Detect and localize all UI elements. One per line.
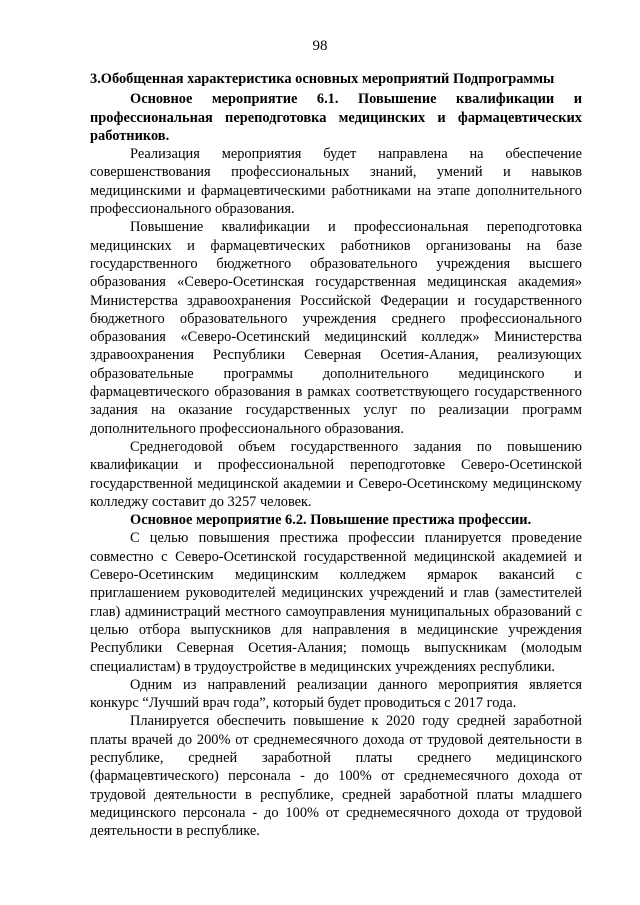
page-number: 98 [312,38,328,54]
measure-6-2-paragraph-2: Одним из направлений реализации данного мероприятия является конкурс “Лучший врач года”, который будет проводиться с 2017 года. [90,676,582,712]
measure-6-1-paragraph-1: Реализация мероприятия будет направлена на обеспечение совершенствования профессиональных знаний, умений и навыков медицинскими и фармацевтическими работниками на этапе дополнительного профессионального образования. [90,146,582,218]
document-body [90,70,582,840]
measure-6-2-paragraph-1: С целью повышения престижа профессии планируется проведение совместно с Северо-Осетинской государственной медицинской академией и Северо-Осетинским медицинским колледжем ярмарок вакансий с приглашением руководителей медицинских учреждений и глав (заместителей глав) администраций местного самоуправления муниципальных образований с целью отбора выпускников для направления в медицинские учреждения Республики Северная Осетия-Алания; помощь выпускникам (молодым специалистам) в трудоустройстве в медицинских учреждениях республики. [90,530,582,675]
measure-6-2-heading: Основное мероприятие 6.2. Повышение престижа профессии. [130,512,532,529]
measure-6-1-paragraph-2: Повышение квалификации и профессиональная переподготовка медицинских и фармацевтических работников организованы на базе государственного бюджетного образовательного учреждения высшего образования «Северо-Осетинская государственная медицинская академия» Министерства здравоохранения Российской Федерации и государственного бюджетного образовательного учреждения среднего профессионального образования «Северо-Осетинский медицинский колледж» Министерства здравоохранения Республики Северная Осетия-Алания, реализующих образовательные программы дополнительного медицинского и фармацевтического образования в рамках соответствующего государственного задания на оказание государственных услуг по реализации программ дополнительного профессионального образования. [90,219,582,437]
measure-6-1-paragraph-3: Среднегодовой объем государственного задания по повышению квалификации и профессиональной переподготовке Северо-Осетинской государственной медицинской академии и Северо-Осетинскому медицинскому колледжу составит до 3257 человек. [90,438,582,510]
section-title: 3.Обобщенная характеристика основных мероприятий Подпрограммы [90,71,555,87]
measure-6-2-paragraph-3: Планируется обеспечить повышение к 2020 году средней заработной платы врачей до 200% от среднемесячного дохода от трудовой деятельности в республике, средней заработной платы среднего медицинского (фармацевтического) персонала - до 100% от среднемесячного дохода от трудовой деятельности в республике, средней заработной платы младшего медицинского персонала - до 100% от среднемесячного дохода от трудовой деятельности в республике. [90,713,582,840]
measure-6-1-heading: Основное мероприятие 6.1. Повышение квалификации и профессиональная переподготовка медицинских и фармацевтических работников. [90,91,582,144]
